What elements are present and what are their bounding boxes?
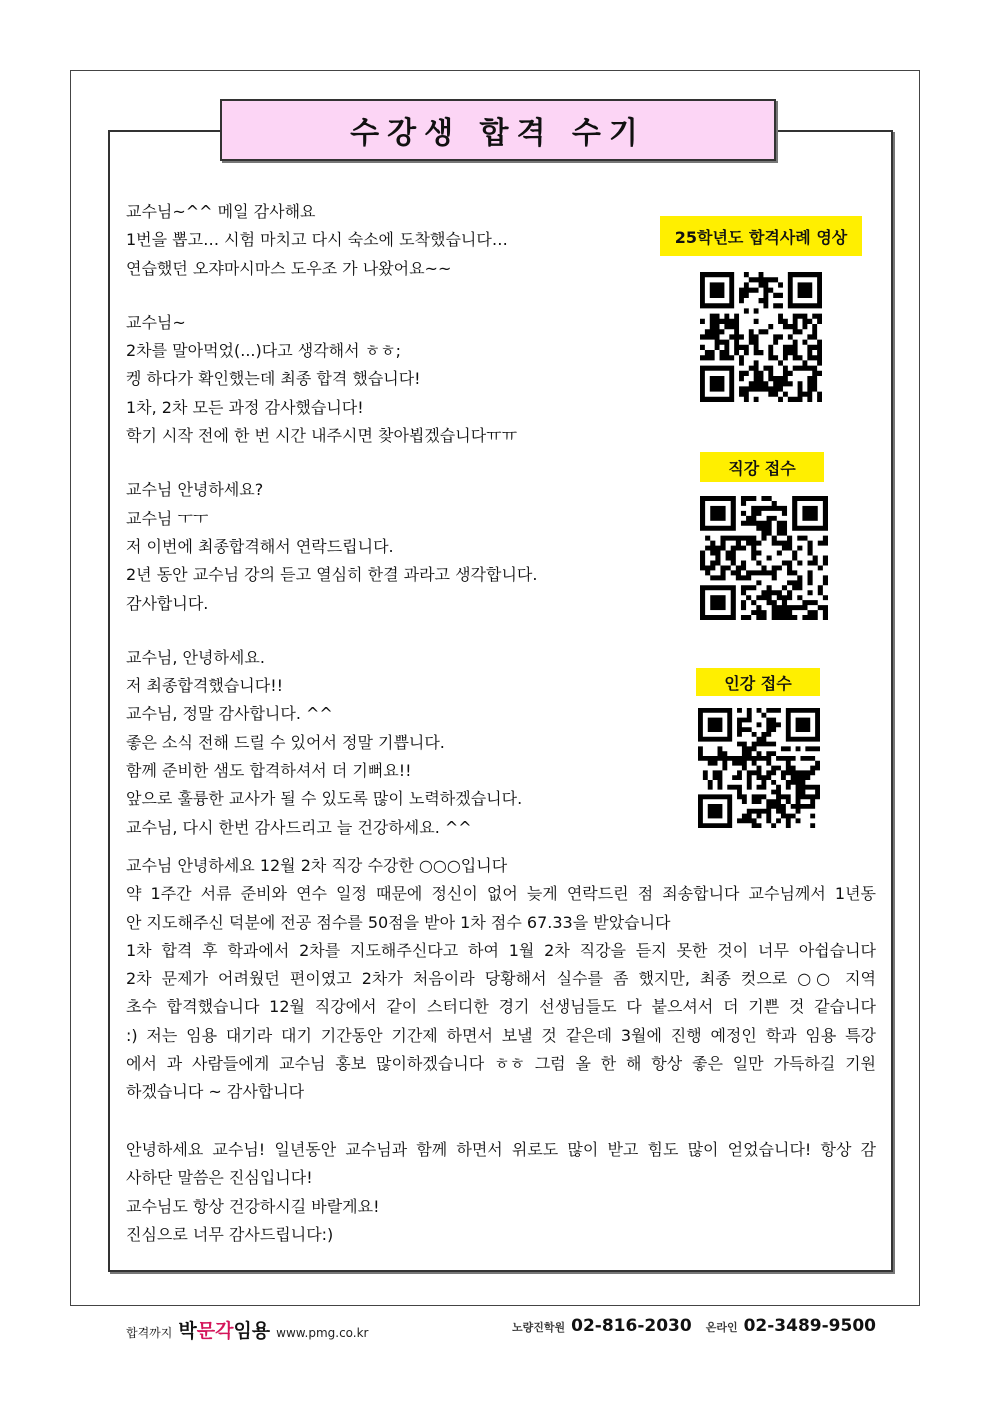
- campus-label: 노량진학원: [511, 1321, 566, 1334]
- campus-phone: 02-816-2030: [571, 1316, 692, 1336]
- letter-line: 1차 합격 후 학과에서 2차를 지도해주신다고 하여 1월 2차 직강을 듣지 못한 것이 너무 아쉽습니다: [126, 940, 876, 960]
- online-label: 온라인: [705, 1321, 738, 1334]
- online-course-qr-code-icon[interactable]: [698, 708, 820, 828]
- letter-line: 2년 동안 교수님 강의 듣고 열심히 한결 과라고 생각합니다.: [126, 565, 538, 585]
- letter-line: 에서 과 사람들에게 교수님 홍보 많이하겠습니다 ㅎㅎ 그럼 올 한 해 항상 좋은 일만 가득하길 기원: [126, 1054, 876, 1074]
- online-course-label: 인강 접수: [696, 668, 820, 696]
- letter-line: 약 1주간 서류 준비와 연수 일정 때문에 정신이 없어 늦게 연락드린 점 죄송합니다 교수님께서 1년동: [126, 884, 876, 904]
- letter-line: 교수님 ㅜㅜ: [126, 508, 209, 528]
- letter-1: [126, 198, 537, 283]
- letter-line: 학기 시작 전에 한 번 시간 내주시면 찾아뵙겠습니다ㅠㅠ: [126, 426, 518, 446]
- letter-3: [126, 476, 537, 617]
- letter-line: 저 최종합격했습니다!!: [126, 676, 284, 696]
- letter-line: 교수님도 항상 건강하시길 바랄게요!: [126, 1196, 380, 1216]
- online-phone: 02-3489-9500: [743, 1316, 876, 1336]
- letter-line: 연습했던 오쟈마시마스 도우조 가 나왔어요~~: [126, 258, 452, 278]
- letter-6: [126, 1136, 876, 1249]
- letter-line: 좋은 소식 전해 드릴 수 있어서 정말 기쁩니다.: [126, 732, 445, 752]
- letter-line: 1차, 2차 모든 과정 감사했습니다!: [126, 397, 364, 417]
- footer-brand: [126, 1316, 369, 1343]
- letter-line: 하겠습니다 ~ 감사합니다: [126, 1082, 305, 1102]
- letter-line: 앞으로 훌륭한 교사가 될 수 있도록 많이 노력하겠습니다.: [126, 789, 523, 809]
- letter-line: 2차 문제가 어려웠던 편이였고 2차가 처음이라 당황해서 실수를 좀 했지만, 최종 컷으로 ○○ 지역: [126, 969, 876, 989]
- letters-narrow: [126, 198, 537, 868]
- footer-contacts: [512, 1316, 876, 1336]
- letter-line: 교수님~^^ 메일 감사해요: [126, 202, 316, 221]
- footer-tagline: 합격까지: [126, 1326, 173, 1340]
- footer-url[interactable]: www.pmg.co.kr: [276, 1326, 369, 1340]
- letter-line: :) 저는 임용 대기라 대기 기간동안 기간제 하면서 보낼 것 같은데 3월에 진행 예정인 학과 임용 특강: [126, 1025, 876, 1045]
- brand-logo: 박문각임용: [178, 1320, 271, 1342]
- page-title: 수강생 합격 수기: [220, 99, 776, 161]
- letter-line: 안녕하세요 교수님! 일년동안 교수님과 함께 하면서 위로도 많이 받고 힘도 많이 얻었습니다! 항상 감: [126, 1140, 876, 1159]
- letter-line: 안 지도해주신 덕분에 전공 점수를 50점을 받아 1차 점수 67.33을 받았습니다: [126, 912, 671, 932]
- video-label: 25학년도 합격사례 영상: [660, 216, 862, 256]
- video-qr-code-icon[interactable]: [700, 272, 822, 402]
- letter-line: 켕 하다가 확인했는데 최종 합격 했습니다!: [126, 369, 421, 389]
- letter-line: 교수님 안녕하세요 12월 2차 직강 수강한 ○○○입니다: [126, 856, 508, 875]
- letter-line: 초수 합격했습니다 12월 직강에서 같이 스터디한 경기 선생님들도 다 붙으셔서 더 기쁜 것 같습니다: [126, 997, 876, 1017]
- letter-line: 진심으로 너무 감사드립니다:): [126, 1224, 334, 1244]
- letter-4: [126, 644, 537, 842]
- letter-line: 함께 준비한 샘도 합격하셔서 더 기뻐요!!: [126, 761, 412, 781]
- direct-course-qr-code-icon[interactable]: [700, 496, 828, 620]
- letter-line: 1번을 뽑고… 시험 마치고 다시 숙소에 도착했습니다…: [126, 230, 508, 250]
- letter-line: 감사합니다.: [126, 593, 209, 613]
- letter-line: 사하단 말씀은 진심입니다!: [126, 1168, 313, 1188]
- letter-line: 교수님 안녕하세요?: [126, 480, 264, 500]
- letter-5: [126, 852, 876, 1107]
- letter-line: 교수님, 정말 감사합니다. ^^: [126, 704, 333, 724]
- letter-line: 교수님, 안녕하세요.: [126, 647, 265, 667]
- letter-line: 저 이번에 최종합격해서 연락드립니다.: [126, 536, 394, 556]
- letter-line: 교수님~: [126, 312, 186, 332]
- letter-line: 교수님, 다시 한번 감사드리고 늘 건강하세요. ^^: [126, 817, 472, 837]
- letter-line: 2차를 말아먹었(...)다고 생각해서 ㅎㅎ;: [126, 341, 401, 361]
- direct-course-label: 직강 접수: [700, 452, 824, 482]
- letter-2: [126, 309, 537, 450]
